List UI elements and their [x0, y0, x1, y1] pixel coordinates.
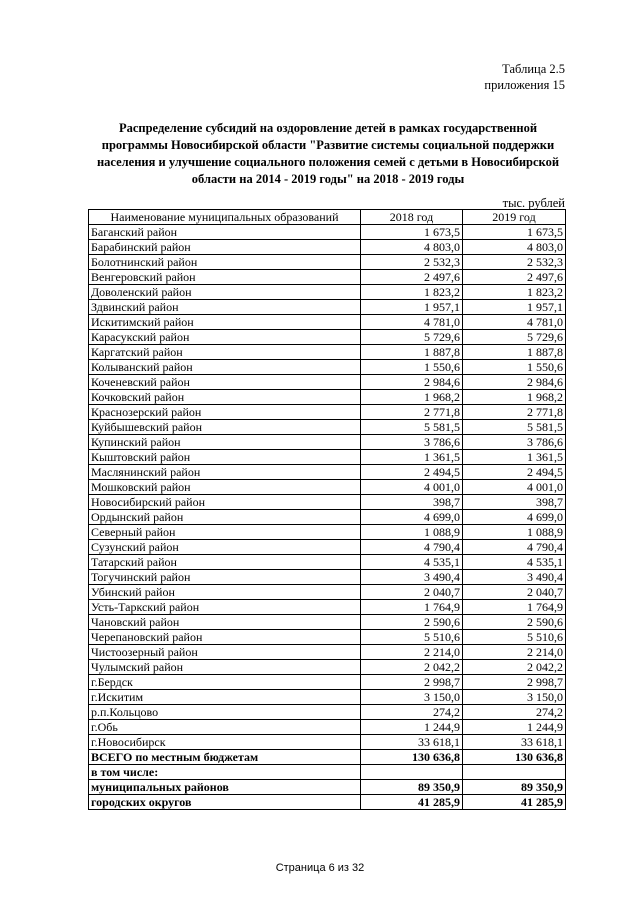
table-row	[89, 255, 566, 270]
value-2019: 4 803,0	[463, 240, 566, 255]
value-2019: 2 984,6	[463, 375, 566, 390]
value-2019: 3 490,4	[463, 570, 566, 585]
municipality-name: Чановский район	[89, 615, 361, 630]
value-2019: 274,2	[463, 705, 566, 720]
value-2018: 4 535,1	[361, 555, 463, 570]
municipality-name: г.Новосибирск	[89, 735, 361, 750]
value-2019: 1 088,9	[463, 525, 566, 540]
total-2018: 130 636,8	[361, 750, 463, 765]
value-2019: 1 244,9	[463, 720, 566, 735]
table-row	[89, 450, 566, 465]
table-row	[89, 675, 566, 690]
municipality-name: Купинский район	[89, 435, 361, 450]
table-row	[89, 720, 566, 735]
value-2019: 4 781,0	[463, 315, 566, 330]
value-2018: 1 088,9	[361, 525, 463, 540]
value-2018: 5 510,6	[361, 630, 463, 645]
table-row	[89, 600, 566, 615]
municipality-name: Маслянинский район	[89, 465, 361, 480]
municipality-name: Болотнинский район	[89, 255, 361, 270]
including-row	[89, 765, 566, 780]
value-2019: 2 494,5	[463, 465, 566, 480]
value-2018: 2 984,6	[361, 375, 463, 390]
including-empty-2018	[361, 765, 463, 780]
table-row	[89, 330, 566, 345]
value-2019: 2 497,6	[463, 270, 566, 285]
value-2018: 4 781,0	[361, 315, 463, 330]
municipality-name: Каргатский район	[89, 345, 361, 360]
value-2018: 2 494,5	[361, 465, 463, 480]
municipality-name: Чистоозерный район	[89, 645, 361, 660]
municipality-name: Искитимский район	[89, 315, 361, 330]
value-2019: 2 532,3	[463, 255, 566, 270]
value-2019: 398,7	[463, 495, 566, 510]
value-2019: 1 361,5	[463, 450, 566, 465]
subtotal-2019: 41 285,9	[463, 795, 566, 810]
value-2019: 2 040,7	[463, 585, 566, 600]
municipality-name: Баганский район	[89, 225, 361, 240]
value-2019: 4 699,0	[463, 510, 566, 525]
value-2019: 4 790,4	[463, 540, 566, 555]
municipality-name: Сузунский район	[89, 540, 361, 555]
value-2019: 5 510,6	[463, 630, 566, 645]
table-row	[89, 570, 566, 585]
municipality-name: Убинский район	[89, 585, 361, 600]
value-2018: 33 618,1	[361, 735, 463, 750]
municipality-name: Барабинский район	[89, 240, 361, 255]
value-2018: 1 361,5	[361, 450, 463, 465]
table-row	[89, 690, 566, 705]
table-row	[89, 225, 566, 240]
municipality-name: Здвинский район	[89, 300, 361, 315]
table-row	[89, 525, 566, 540]
value-2019: 33 618,1	[463, 735, 566, 750]
value-2019: 5 581,5	[463, 420, 566, 435]
value-2019: 1 957,1	[463, 300, 566, 315]
value-2018: 2 532,3	[361, 255, 463, 270]
municipality-name: Кочковский район	[89, 390, 361, 405]
subtotal-row-districts	[89, 780, 566, 795]
municipality-name: Северный район	[89, 525, 361, 540]
value-2018: 2 042,2	[361, 660, 463, 675]
value-2018: 1 957,1	[361, 300, 463, 315]
table-row	[89, 480, 566, 495]
municipality-name: Мошковский район	[89, 480, 361, 495]
total-label: ВСЕГО по местным бюджетам	[89, 750, 361, 765]
municipality-name: Тогучинский район	[89, 570, 361, 585]
total-2019: 130 636,8	[463, 750, 566, 765]
value-2019: 1 764,9	[463, 600, 566, 615]
value-2019: 1 968,2	[463, 390, 566, 405]
municipality-name: Чулымский район	[89, 660, 361, 675]
value-2018: 2 497,6	[361, 270, 463, 285]
value-2018: 2 771,8	[361, 405, 463, 420]
value-2019: 5 729,6	[463, 330, 566, 345]
value-2019: 3 786,6	[463, 435, 566, 450]
table-row	[89, 555, 566, 570]
municipality-name: Усть-Таркский район	[89, 600, 361, 615]
value-2018: 1 764,9	[361, 600, 463, 615]
document-title: Распределение субсидий на оздоровление детей в рамках государственной программы Новосибирской области "Развитие системы социальной поддержки населения и улучшение социального положения семей с детьми в Новосибирской области на 2014 - 2019 годы" на 2018 - 2019 годы	[96, 121, 560, 186]
header-municipality: Наименование муниципальных образований	[89, 210, 361, 225]
total-row	[89, 750, 566, 765]
table-row	[89, 495, 566, 510]
subtotal-2018: 41 285,9	[361, 795, 463, 810]
table-row	[89, 510, 566, 525]
value-2018: 398,7	[361, 495, 463, 510]
table-body	[89, 225, 566, 750]
value-2018: 5 729,6	[361, 330, 463, 345]
table-row	[89, 645, 566, 660]
value-2018: 4 803,0	[361, 240, 463, 255]
value-2019: 1 887,8	[463, 345, 566, 360]
annex-label	[484, 61, 565, 93]
value-2019: 2 590,6	[463, 615, 566, 630]
value-2018: 1 244,9	[361, 720, 463, 735]
municipality-name: р.п.Кольцово	[89, 705, 361, 720]
value-2018: 1 550,6	[361, 360, 463, 375]
table-row	[89, 390, 566, 405]
value-2018: 2 040,7	[361, 585, 463, 600]
table-row	[89, 240, 566, 255]
subtotal-label: городских округов	[89, 795, 361, 810]
value-2018: 1 968,2	[361, 390, 463, 405]
page-number: Страница 6 из 32	[275, 862, 365, 874]
table-row	[89, 285, 566, 300]
table-row	[89, 630, 566, 645]
subsidy-table	[88, 209, 566, 810]
value-2018: 4 790,4	[361, 540, 463, 555]
value-2018: 4 699,0	[361, 510, 463, 525]
table-row	[89, 300, 566, 315]
municipality-name: Колыванский район	[89, 360, 361, 375]
value-2019: 2 998,7	[463, 675, 566, 690]
annex-table-number: Таблица 2.5	[502, 62, 565, 76]
header-2018: 2018 год	[361, 210, 463, 225]
value-2018: 5 581,5	[361, 420, 463, 435]
municipality-name: Венгеровский район	[89, 270, 361, 285]
subtotal-2019: 89 350,9	[463, 780, 566, 795]
table-row	[89, 420, 566, 435]
municipality-name: Черепановский район	[89, 630, 361, 645]
table-row	[89, 660, 566, 675]
value-2018: 2 590,6	[361, 615, 463, 630]
municipality-name: Доволенский район	[89, 285, 361, 300]
including-empty-2019	[463, 765, 566, 780]
subtotal-label: муниципальных районов	[89, 780, 361, 795]
value-2018: 1 673,5	[361, 225, 463, 240]
value-2018: 1 887,8	[361, 345, 463, 360]
table-row	[89, 465, 566, 480]
value-2018: 2 998,7	[361, 675, 463, 690]
municipality-name: Ордынский район	[89, 510, 361, 525]
table-row	[89, 585, 566, 600]
table-summary	[89, 750, 566, 810]
municipality-name: Карасукский район	[89, 330, 361, 345]
table-row	[89, 270, 566, 285]
value-2019: 1 823,2	[463, 285, 566, 300]
municipality-name: Коченевский район	[89, 375, 361, 390]
value-2019: 2 042,2	[463, 660, 566, 675]
table-row	[89, 615, 566, 630]
subtotal-row-cities	[89, 795, 566, 810]
value-2018: 274,2	[361, 705, 463, 720]
table-row	[89, 345, 566, 360]
value-2018: 3 150,0	[361, 690, 463, 705]
value-2019: 2 214,0	[463, 645, 566, 660]
including-label: в том числе:	[89, 765, 361, 780]
municipality-name: Кыштовский район	[89, 450, 361, 465]
table-row	[89, 435, 566, 450]
value-2019: 3 150,0	[463, 690, 566, 705]
table-row	[89, 705, 566, 720]
municipality-name: Новосибирский район	[89, 495, 361, 510]
value-2018: 4 001,0	[361, 480, 463, 495]
value-2019: 4 001,0	[463, 480, 566, 495]
subtotal-2018: 89 350,9	[361, 780, 463, 795]
value-2019: 4 535,1	[463, 555, 566, 570]
table-row	[89, 315, 566, 330]
value-2018: 3 490,4	[361, 570, 463, 585]
value-2018: 1 823,2	[361, 285, 463, 300]
municipality-name: г.Бердск	[89, 675, 361, 690]
table-row	[89, 540, 566, 555]
table-header-row	[89, 210, 566, 225]
municipality-name: Татарский район	[89, 555, 361, 570]
value-2018: 2 214,0	[361, 645, 463, 660]
table-row	[89, 735, 566, 750]
municipality-name: Краснозерский район	[89, 405, 361, 420]
table-row	[89, 375, 566, 390]
table-row	[89, 405, 566, 420]
municipality-name: г.Обь	[89, 720, 361, 735]
value-2019: 1 673,5	[463, 225, 566, 240]
municipality-name: г.Искитим	[89, 690, 361, 705]
value-2019: 1 550,6	[463, 360, 566, 375]
annex-appendix: приложения 15	[484, 78, 565, 92]
value-2018: 3 786,6	[361, 435, 463, 450]
header-2019: 2019 год	[463, 210, 566, 225]
municipality-name: Куйбышевский район	[89, 420, 361, 435]
value-2019: 2 771,8	[463, 405, 566, 420]
table-row	[89, 360, 566, 375]
units-label: тыс. рублей	[502, 196, 565, 210]
